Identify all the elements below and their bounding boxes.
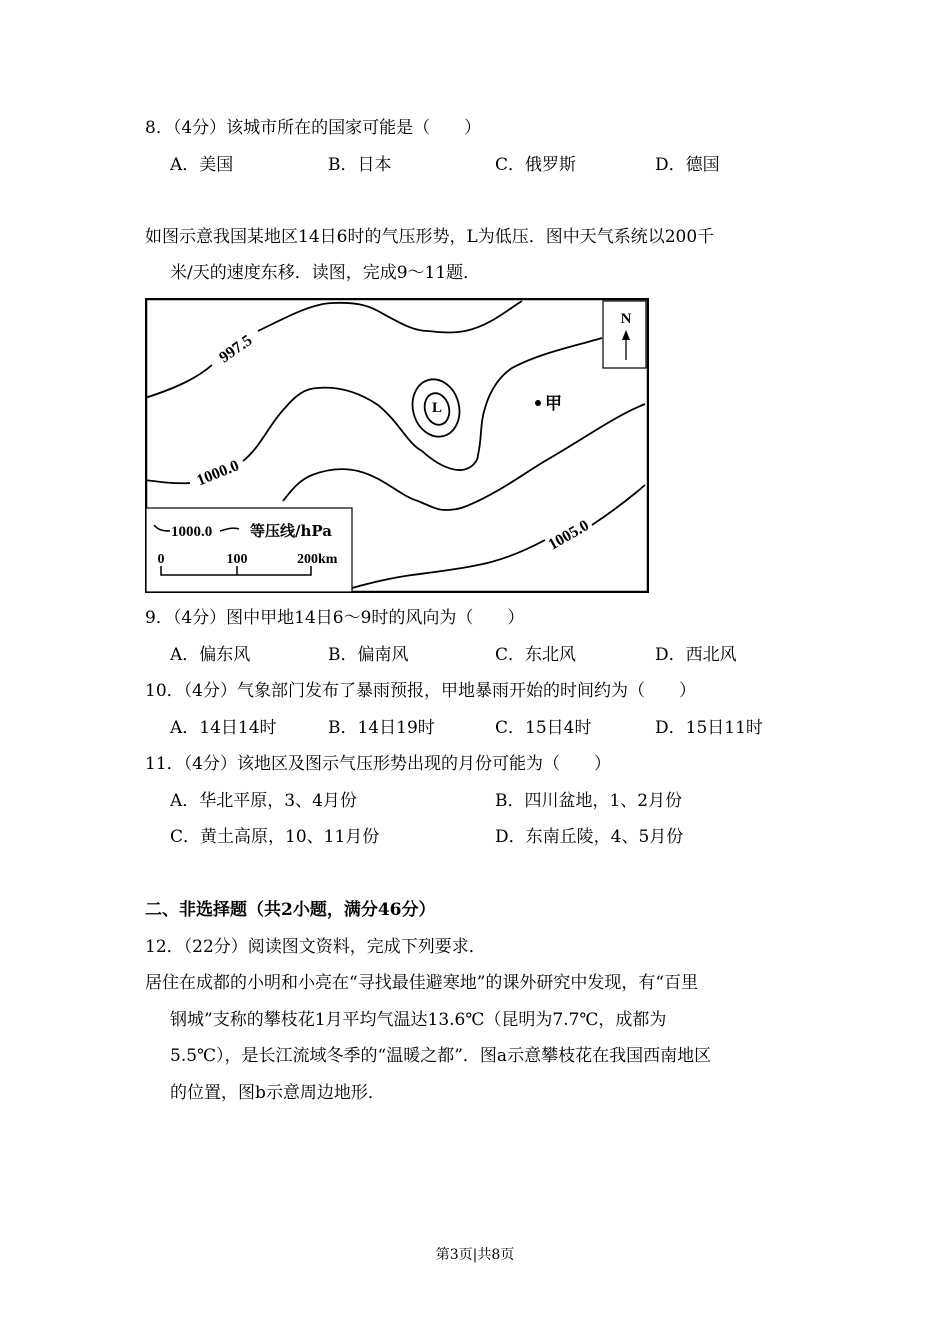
svg-text:200km: 200km bbox=[297, 552, 338, 567]
q11-option-a[interactable]: A．华北平原，3、4月份 bbox=[170, 791, 357, 811]
q8-option-b[interactable]: B．日本 bbox=[328, 155, 392, 175]
legend-isobar-label: 等压线/hPa bbox=[250, 522, 332, 540]
q10-stem: 10．（4分）气象部门发布了暴雨预报，甲地暴雨开始的时间约为（ ） bbox=[145, 681, 696, 701]
q12-line2: 钢城”支称的攀枝花1月平均气温达13.6℃（昆明为7.7℃，成都为 bbox=[170, 1010, 667, 1030]
svg-text:100: 100 bbox=[226, 552, 248, 567]
q11-stem: 11．（4分）该地区及图示气压形势出现的月份可能为（ ） bbox=[145, 754, 611, 774]
q11-option-c[interactable]: C．黄土高原，10、11月份 bbox=[170, 827, 380, 847]
label-997-5: 997.5 bbox=[216, 331, 256, 367]
low-pressure-label: L bbox=[431, 400, 443, 416]
q8-option-a[interactable]: A．美国 bbox=[170, 155, 234, 175]
svg-text:0: 0 bbox=[157, 552, 165, 567]
q9-option-a[interactable]: A．偏东风 bbox=[170, 645, 251, 665]
isobar-map bbox=[145, 298, 649, 593]
q9-option-d[interactable]: D．西北风 bbox=[655, 645, 737, 665]
q10-option-d[interactable]: D．15日11时 bbox=[655, 718, 763, 738]
q12-line1: 居住在成都的小明和小亮在“寻找最佳避寒地”的课外研究中发现，有“百里 bbox=[145, 973, 699, 993]
q12-line4: 的位置，图b示意周边地形． bbox=[170, 1083, 385, 1103]
label-1005: 1005.0 bbox=[545, 516, 593, 554]
place-jia-dot bbox=[535, 400, 541, 406]
label-1000: 1000.0 bbox=[194, 457, 242, 490]
place-jia-label: 甲 bbox=[545, 394, 562, 414]
q9-option-c[interactable]: C．东北风 bbox=[495, 645, 577, 665]
legend-isobar-sample: 1000.0 bbox=[171, 524, 213, 540]
q8-option-c[interactable]: C．俄罗斯 bbox=[495, 155, 577, 175]
section-2-title: 二、非选择题（共2小题，满分46分） bbox=[145, 900, 436, 920]
intro-line2: 米/天的速度东移．读图，完成9～11题． bbox=[170, 263, 481, 283]
q11-option-b[interactable]: B．四川盆地，1、2月份 bbox=[495, 791, 683, 811]
q11-option-d[interactable]: D．东南丘陵，4、5月份 bbox=[495, 827, 684, 847]
intro-line1: 如图示意我国某地区14日6时的气压形势，L为低压．图中天气系统以200千 bbox=[145, 227, 715, 247]
q9-option-b[interactable]: B．偏南风 bbox=[328, 645, 409, 665]
q10-option-a[interactable]: A．14日14时 bbox=[170, 718, 277, 738]
q8-stem: 8．（4分）该城市所在的国家可能是（ ） bbox=[145, 118, 482, 138]
q12-line3: 5.5℃），是长江流域冬季的“温暖之都”．图a示意攀枝花在我国西南地区 bbox=[170, 1046, 712, 1066]
q12-stem: 12．（22分）阅读图文资料，完成下列要求． bbox=[145, 937, 486, 957]
legend-box bbox=[146, 508, 352, 592]
north-label: N bbox=[620, 311, 632, 327]
page-footer: 第3页|共8页 bbox=[435, 1247, 515, 1263]
q10-option-b[interactable]: B．14日19时 bbox=[328, 718, 435, 738]
q8-option-d[interactable]: D．德国 bbox=[655, 155, 720, 175]
q10-option-c[interactable]: C．15日4时 bbox=[495, 718, 592, 738]
q9-stem: 9．（4分）图中甲地14日6～9时的风向为（ ） bbox=[145, 608, 525, 628]
